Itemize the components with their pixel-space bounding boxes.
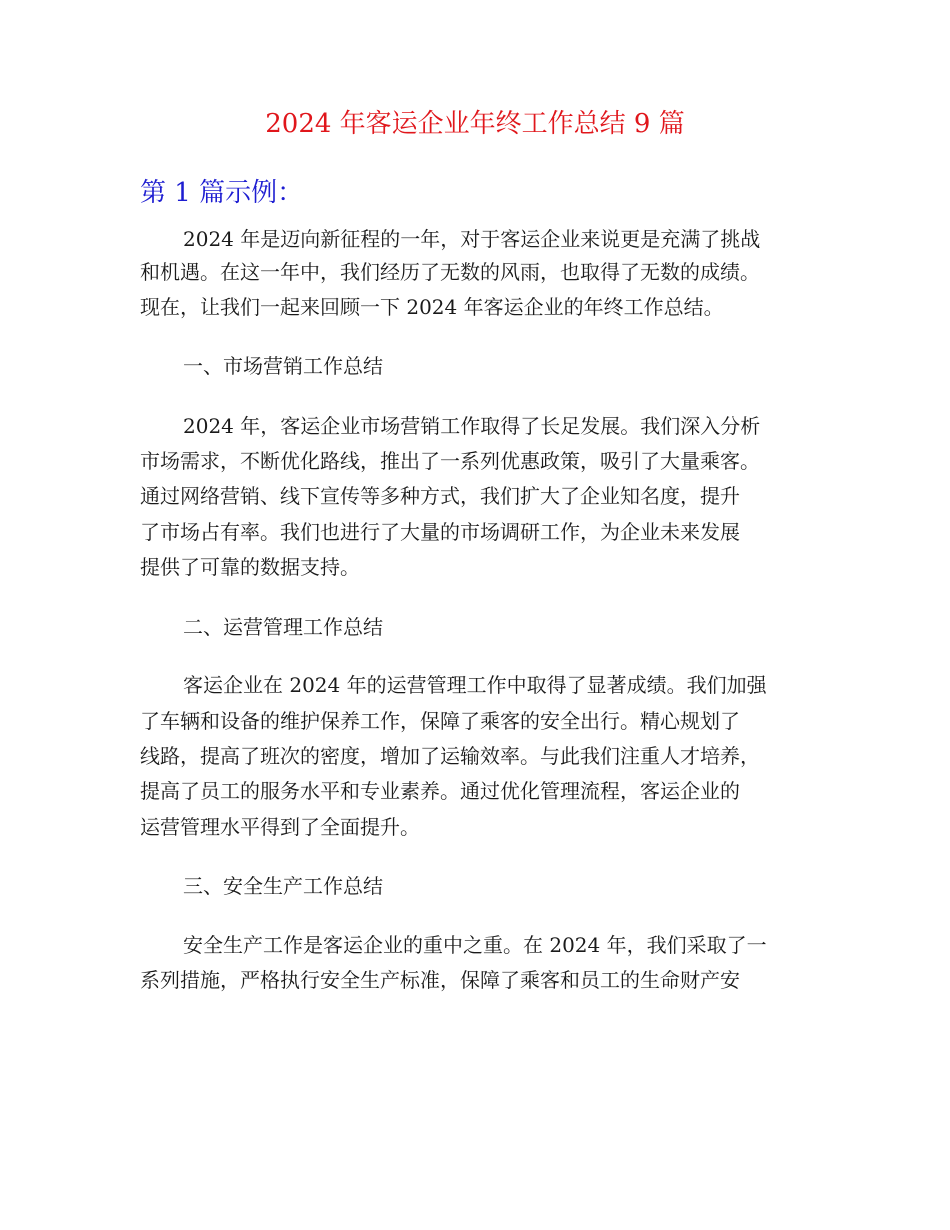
paragraph-line: 运营管理水平得到了全面提升。 [140, 815, 420, 839]
paragraph-line: 2024 年，客运企业市场营销工作取得了长足发展。我们深入分析 [183, 414, 761, 438]
paragraph-line: 了市场占有率。我们也进行了大量的市场调研工作，为企业未来发展 [140, 520, 740, 544]
paragraph-line: 2024 年是迈向新征程的一年，对于客运企业来说更是充满了挑战 [183, 227, 761, 251]
paragraph-line: 系列措施，严格执行安全生产标准，保障了乘客和员工的生命财产安 [140, 968, 740, 992]
section-heading-operations: 二、运营管理工作总结 [183, 615, 383, 639]
paragraph-line: 安全生产工作是客运企业的重中之重。在 2024 年，我们采取了一 [183, 933, 767, 957]
document-title: 2024 年客运企业年终工作总结 9 篇 [265, 109, 685, 139]
paragraph-line: 提高了员工的服务水平和专业素养。通过优化管理流程，客运企业的 [140, 779, 740, 803]
section-heading-marketing: 一、市场营销工作总结 [183, 354, 383, 378]
paragraph-line: 和机遇。在这一年中，我们经历了无数的风雨，也取得了无数的成绩。 [140, 260, 760, 284]
paragraph-line: 客运企业在 2024 年的运营管理工作中取得了显著成绩。我们加强 [183, 673, 767, 697]
section-heading-safety: 三、安全生产工作总结 [183, 874, 383, 898]
paragraph-line: 现在，让我们一起来回顾一下 2024 年客运企业的年终工作总结。 [140, 295, 724, 319]
paragraph-line: 线路，提高了班次的密度，增加了运输效率。与此我们注重人才培养， [140, 744, 760, 768]
sample-heading: 第 1 篇示例： [140, 178, 304, 208]
paragraph-line: 通过网络营销、线下宣传等多种方式，我们扩大了企业知名度，提升 [140, 484, 740, 508]
paragraph-line: 了车辆和设备的维护保养工作，保障了乘客的安全出行。精心规划了 [140, 709, 740, 733]
paragraph-line: 提供了可靠的数据支持。 [140, 555, 360, 579]
paragraph-line: 市场需求，不断优化路线，推出了一系列优惠政策，吸引了大量乘客。 [140, 449, 760, 473]
